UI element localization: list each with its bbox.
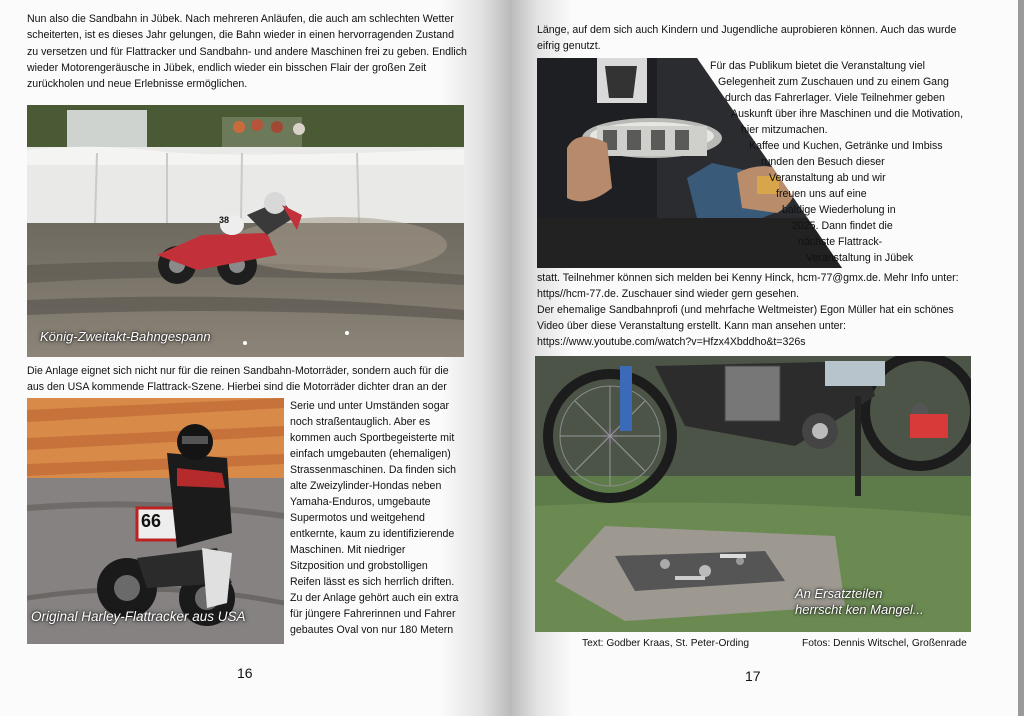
caption-line: An Ersatzteilen (795, 586, 883, 601)
publikum-line: runden den Besuch dieser (761, 156, 885, 168)
column-line: für jüngere Fahrerinnen und Fahrer (290, 608, 456, 620)
page-number-left: 16 (237, 665, 253, 681)
text-credit: Text: Godber Kraas, St. Peter-Ording (582, 638, 750, 649)
top-line: Länge, auf dem sich auch Kindern und Jugendliche auprobieren können. Auch das wurde (537, 24, 957, 36)
anlage-line-2: aus den USA kommende Flattrack-Szene. Hierbei sind die Motorräder dichter dran an der (27, 381, 447, 393)
caption-line: herrscht ken Mangel... (795, 602, 924, 617)
video-line: Der ehemalige Sandbahnprofi (und mehrfache Weltmeister) Egon Müller hat ein schönes (537, 304, 954, 316)
contact-line: statt. Teilnehmer können sich melden bei Kenny Hinck, hcm-77@gmx.de. Mehr Info unter: (537, 272, 959, 284)
column-line: alte Zweizylinder-Hondas neben (290, 480, 442, 492)
column-line: Maschinen. Mit niedriger (290, 544, 406, 556)
contact-line: https//hcm-77.de. Zuschauer sind wieder gern gesehen. (537, 288, 800, 300)
page-edge (1018, 0, 1024, 716)
publikum-line: Auskunft über ihre Maschinen und die Motivation, (731, 108, 964, 120)
flattracker-number: 66 (141, 511, 162, 531)
ersatzteile-photo (535, 356, 971, 632)
column-line: Strassenmaschinen. Da finden sich (290, 464, 457, 476)
publikum-line: Veranstaltung ab und wir (769, 172, 886, 184)
publikum-line: 2025. Dann findet die (792, 220, 893, 232)
publikum-line: Für das Publikum bietet die Veranstaltung viel (710, 60, 925, 72)
column-line: entkernte, kaum zu identifizierende (290, 528, 455, 540)
column-line: Supermotos und weitgehend (290, 512, 425, 524)
column-line: kommen auch Sportbegeisterte mit (290, 432, 455, 444)
publikum-line: baldige Wiederholung in (782, 204, 896, 216)
publikum-line: hier mitzumachen. (741, 124, 828, 136)
column-line: einfach umgebauten (ehemaligen) (290, 448, 451, 460)
sidecar-number: 38 (219, 215, 230, 225)
column-line: Zu der Anlage gehört auch ein extra (290, 592, 459, 604)
publikum-line: durch das Fahrerlager. Viele Teilnehmer geben (725, 92, 945, 104)
publikum-line: nächste Flattrack- (798, 236, 883, 248)
column-line: noch straßentauglich. Aber es (290, 416, 431, 428)
intro-paragraph: Nun also die Sandbahn in Jübek. Nach mehreren Anläufen, die auch am schlechten Wetter scheiterten, ist es dieses Jahr gelungen, die Bahn wieder in einen hervorragenden Zustand zu versetzen und für Flattracker und Sandbahn- und andere Maschinen frei zu geben. Endlich wieder Motorengeräusche in Jübek, endlich wieder ein bisschen Flair der großen Zeit zurückholen und neue Erlebnisse ermöglichen. (27, 13, 467, 91)
publikum-line: Gelegenheit zum Zuschauen und zu einem Gang (718, 76, 949, 88)
photo-credit: Fotos: Dennis Witschel, Großenrade (802, 638, 967, 649)
video-line: Video über diese Veranstaltung erstellt. Kann man ansehen unter: (537, 320, 846, 332)
publikum-line: Veranstaltung in Jübek (806, 252, 914, 264)
column-line: Serie und unter Umständen sogar (290, 400, 449, 412)
ersatzteile-caption (795, 586, 924, 618)
column-line: gebautes Oval von nur 180 Metern (290, 624, 454, 636)
right-page (512, 0, 1018, 716)
top-line: eifrig genutzt. (537, 40, 601, 52)
sidecar-photo (27, 105, 464, 357)
flattracker-photo (27, 398, 284, 644)
flattracker-caption: Original Harley-Flattracker aus USA (31, 609, 246, 624)
anlage-line-1: Die Anlage eignet sich nicht nur für die reinen Sandbahn-Motorräder, sondern auch für die (27, 365, 449, 377)
publikum-line: Kaffee und Kuchen, Getränke und Imbiss (749, 140, 943, 152)
publikum-line: freuen uns auf eine (776, 188, 867, 200)
video-url: https://www.youtube.com/watch?v=Hfzx4Xbddho&t=326s (537, 336, 806, 348)
sidecar-caption: König-Zweitakt-Bahngespann (40, 329, 211, 344)
column-line: Sitzposition und grobstolligen (290, 560, 428, 572)
page-number-right: 17 (745, 668, 761, 684)
column-line: Reifen lässt es sich herrlich driften. (290, 576, 455, 588)
column-line: Yamaha-Enduros, umgebaute (290, 496, 431, 508)
